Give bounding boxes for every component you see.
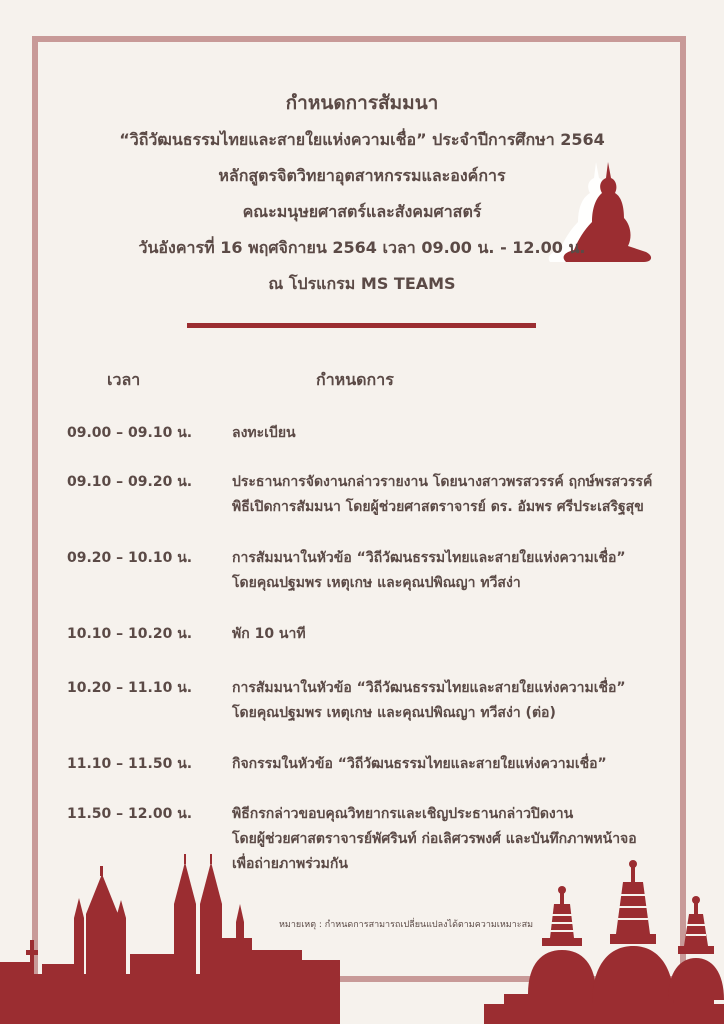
venue: ณ โปรแกรม MS TEAMS — [268, 274, 456, 293]
schedule-item — [232, 622, 306, 647]
schedule-line: โดยคุณปฐมพร เหตุเกษ และคุณปพิณญา ทวีสง่า — [232, 575, 521, 591]
schedule-line: โดยผู้ช่วยศาสตราจารย์พัศรินท์ ก่อเลิศวรพงศ์ และบันทึกภาพหน้าจอ — [232, 831, 637, 847]
schedule-line: เพื่อถ่ายภาพร่วมกัน — [232, 856, 348, 872]
seminar-title: “วิถีวัฒนธรรมไทยและสายใยแห่งความเชื่อ” ประจำปีการศึกษา 2564 — [119, 130, 605, 149]
schedule-time: 10.10 – 10.20 น. — [67, 626, 193, 642]
schedule-time: 11.50 – 12.00 น. — [67, 806, 193, 822]
faculty-name: คณะมนุษยศาสตร์และสังคมศาสตร์ — [242, 202, 482, 221]
stupa-icon — [484, 854, 724, 1024]
date-time: วันอังคารที่ 16 พฤศจิกายน 2564 เวลา 09.00 น. - 12.00 น. — [138, 238, 586, 257]
schedule-item — [232, 546, 626, 596]
schedule-line: กิจกรรมในหัวข้อ “วิถีวัฒนธรรมไทยและสายใยแห่งความเชื่อ” — [232, 756, 607, 772]
schedule-line: โดยคุณปฐมพร เหตุเกษ และคุณปพิณญา ทวีสง่า (ต่อ) — [232, 705, 556, 721]
schedule-time: 09.20 – 10.10 น. — [67, 550, 193, 566]
divider — [187, 323, 536, 328]
schedule-line: การสัมมนาในหัวข้อ “วิถีวัฒนธรรมไทยและสายใยแห่งความเชื่อ” — [232, 550, 626, 566]
column-header-time: เวลา — [107, 370, 141, 389]
schedule-item — [232, 421, 296, 446]
schedule-line: พัก 10 นาที — [232, 626, 306, 642]
schedule-line: พิธีกรกล่าวขอบคุณวิทยากรและเชิญประธานกล่าวปิดงาน — [232, 806, 574, 822]
schedule-line: พิธีเปิดการสัมมนา โดยผู้ช่วยศาสตราจารย์ ดร. อัมพร ศรีประเสริฐสุข — [232, 499, 644, 515]
schedule-item — [232, 752, 607, 777]
schedule-line: ลงทะเบียน — [232, 425, 296, 441]
program-name: หลักสูตรจิตวิทยาอุตสาหกรรมและองค์การ — [218, 166, 506, 185]
schedule-time: 10.20 – 11.10 น. — [67, 680, 193, 696]
schedule-item — [232, 470, 652, 520]
schedule-line: ประธานการจัดงานกล่าวรายงาน โดยนางสาวพรสวรรค์ ฤกษ์พรสวรรค์ — [232, 474, 653, 490]
schedule-time: 11.10 – 11.50 น. — [67, 756, 193, 772]
column-header-agenda: กำหนดการ — [316, 370, 394, 389]
page-title: กำหนดการสัมมนา — [285, 92, 439, 114]
header — [0, 88, 724, 308]
cathedral-skyline-icon — [0, 854, 340, 1024]
schedule-time: 09.10 – 09.20 น. — [67, 474, 193, 490]
footnote: หมายเหตุ : กำหนดการสามารถเปลี่ยนแปลงได้ตามความเหมาะสม — [279, 920, 534, 930]
schedule-item — [232, 676, 626, 726]
schedule-line: การสัมมนาในหัวข้อ “วิถีวัฒนธรรมไทยและสายใยแห่งความเชื่อ” — [232, 680, 626, 696]
schedule-time: 09.00 – 09.10 น. — [67, 425, 193, 441]
